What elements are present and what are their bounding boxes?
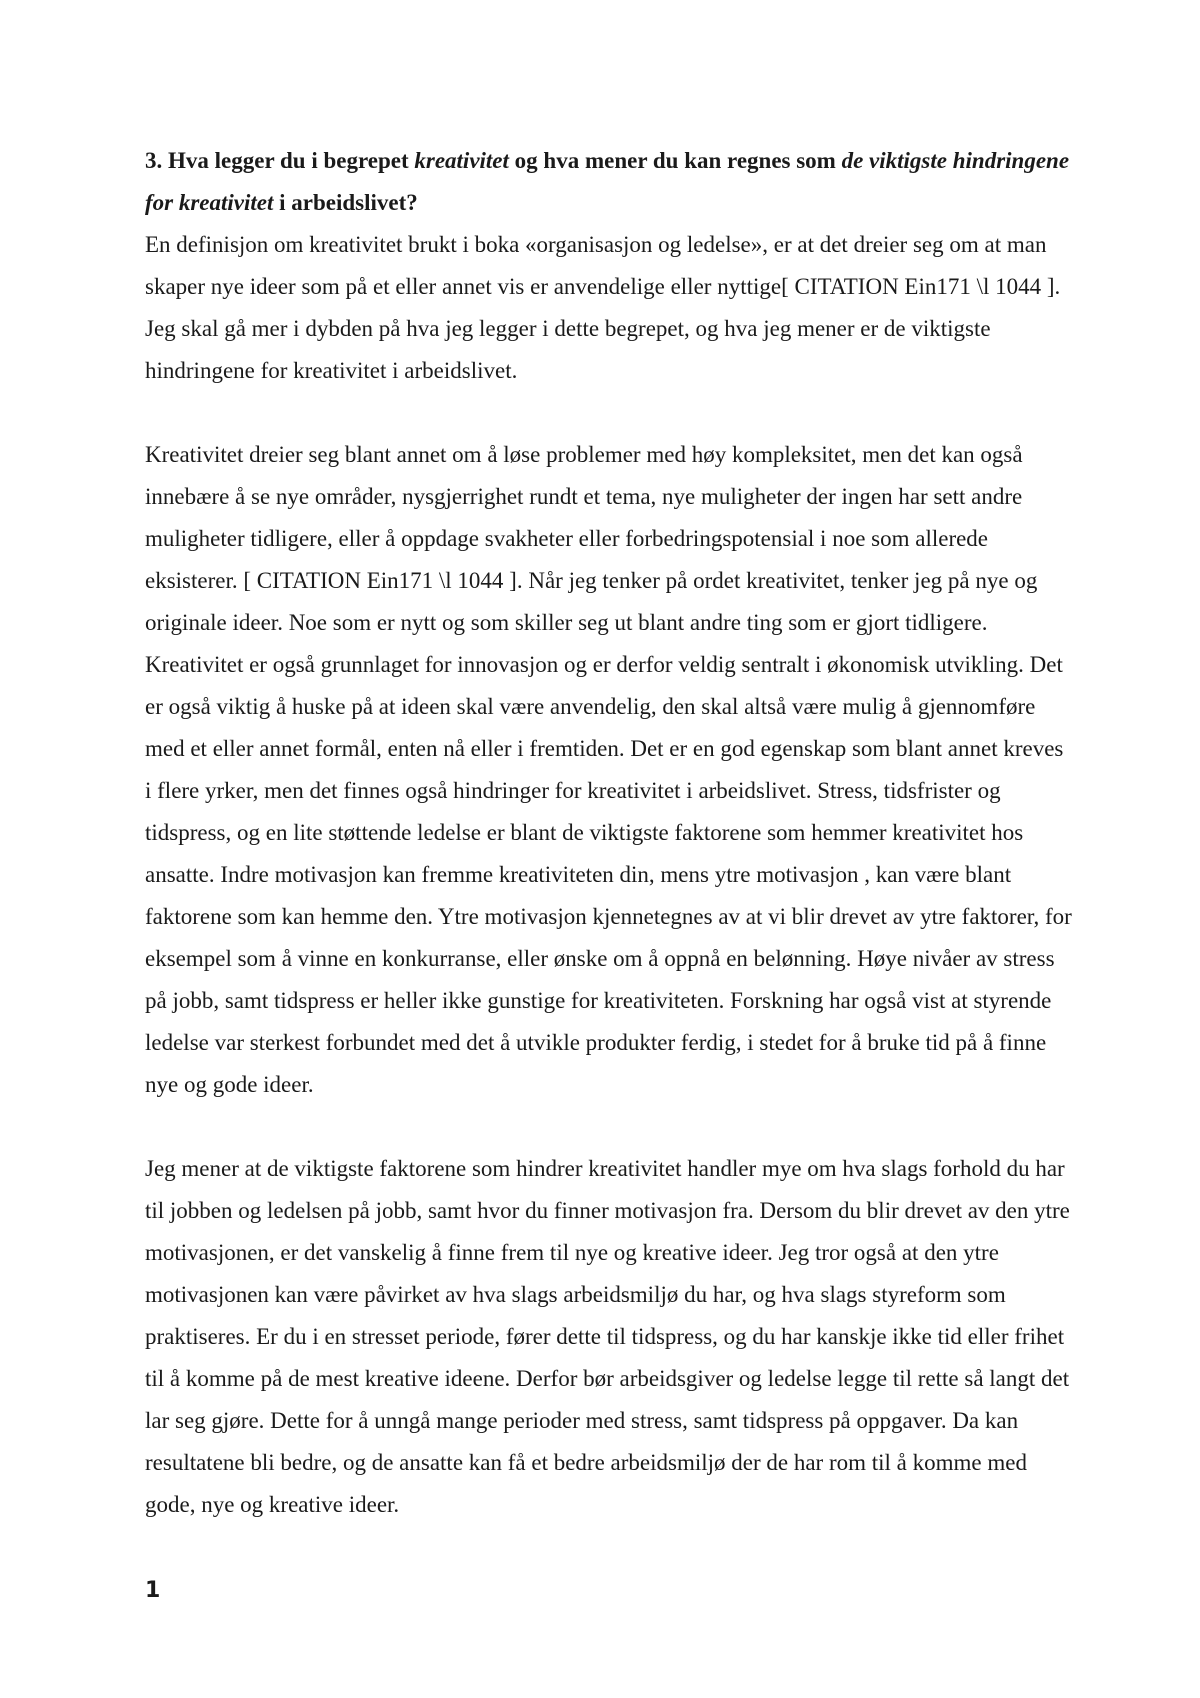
paragraph-opinion: Jeg mener at de viktigste faktorene som hindrer kreativitet handler mye om hva slags forhold du har til jobben og ledelsen på jobb, samt hvor du finner motivasjon fra. Dersom du blir drevet av den ytre motivasjonen, er det vanskelig å finne frem til nye og kreative ideer. Jeg tror også at den ytre motivasjonen kan være påvirket av hva slags arbeidsmiljø du har, og hva slags styreform som praktiseres. Er du i en stresset periode, fører dette til tidspress, og du har kanskje ikke tid eller frihet til å komme på de mest kreative ideene. Derfor bør arbeidsgiver og ledelse legge til rette så langt det lar seg gjøre. Dette for å unngå mange perioder med stress, samt tidspress på oppgaver. Da kan resultatene bli bedre, og de ansatte kan få et bedre arbeidsmiljø der de har rom til å komme med gode, nye og kreative ideer. (145, 1156, 1070, 1517)
page-number: 1 (145, 1578, 161, 1603)
heading-text-1: 3. Hva legger du i begrepet (145, 148, 415, 173)
paragraph-spacer (145, 392, 1075, 434)
document-body (145, 140, 1075, 1526)
question-heading (145, 140, 1075, 224)
heading-italic-phrase: de viktigste hindringene for kreativitet (145, 148, 1070, 215)
heading-text-2: og hva mener du kan regnes som (508, 148, 842, 173)
paragraph-spacer (145, 1106, 1075, 1148)
heading-italic-term: kreativitet (414, 148, 509, 173)
paragraph-creativity-definition: Kreativitet dreier seg blant annet om å løse problemer med høy kompleksitet, men det kan også innebære å se nye områder, nysgjerrighet rundt et tema, nye muligheter der ingen har sett andre muligheter tidligere, eller å oppdage svakheter eller forbedringspotensial i noe som allerede eksisterer. [ CITATION Ein171 \l 1044 ]. Når jeg tenker på ordet kreativitet, tenker jeg på nye og originale ideer. Noe som er nytt og som skiller seg ut blant andre ting som er gjort tidligere. Kreativitet er også grunnlaget for innovasjon og er derfor veldig sentralt i økonomisk utvikling. Det er også viktig å huske på at ideen skal være anvendelig, den skal altså være mulig å gjennomføre med et eller annet formål, enten nå eller i fremtiden. Det er en god egenskap som blant annet kreves i flere yrker, men det finnes også hindringer for kreativitet i arbeidslivet. Stress, tidsfrister og tidspress, og en lite støttende ledelse er blant de viktigste faktorene som hemmer kreativitet hos ansatte. Indre motivasjon kan fremme kreativiteten din, mens ytre motivasjon , kan være blant faktorene som kan hemme den. Ytre motivasjon kjennetegnes av at vi blir drevet av ytre faktorer, for eksempel som å vinne en konkurranse, eller ønske om å oppnå en belønning. Høye nivåer av stress på jobb, samt tidspress er heller ikke gunstige for kreativiteten. Forskning har også vist at styrende ledelse var sterkest forbundet med det å utvikle produkter ferdig, i stedet for å bruke tid på å finne nye og gode ideer. (145, 442, 1072, 1097)
heading-text-3: i arbeidslivet? (273, 190, 418, 215)
paragraph-introduction: En definisjon om kreativitet brukt i boka «organisasjon og ledelse», er at det dreier seg om at man skaper nye ideer som på et eller annet vis er anvendelige eller nyttige[ CITATION Ein171 \l 1044 ]. Jeg skal gå mer i dybden på hva jeg legger i dette begrepet, og hva jeg mener er de viktigste hindringene for kreativitet i arbeidslivet. (145, 232, 1061, 383)
